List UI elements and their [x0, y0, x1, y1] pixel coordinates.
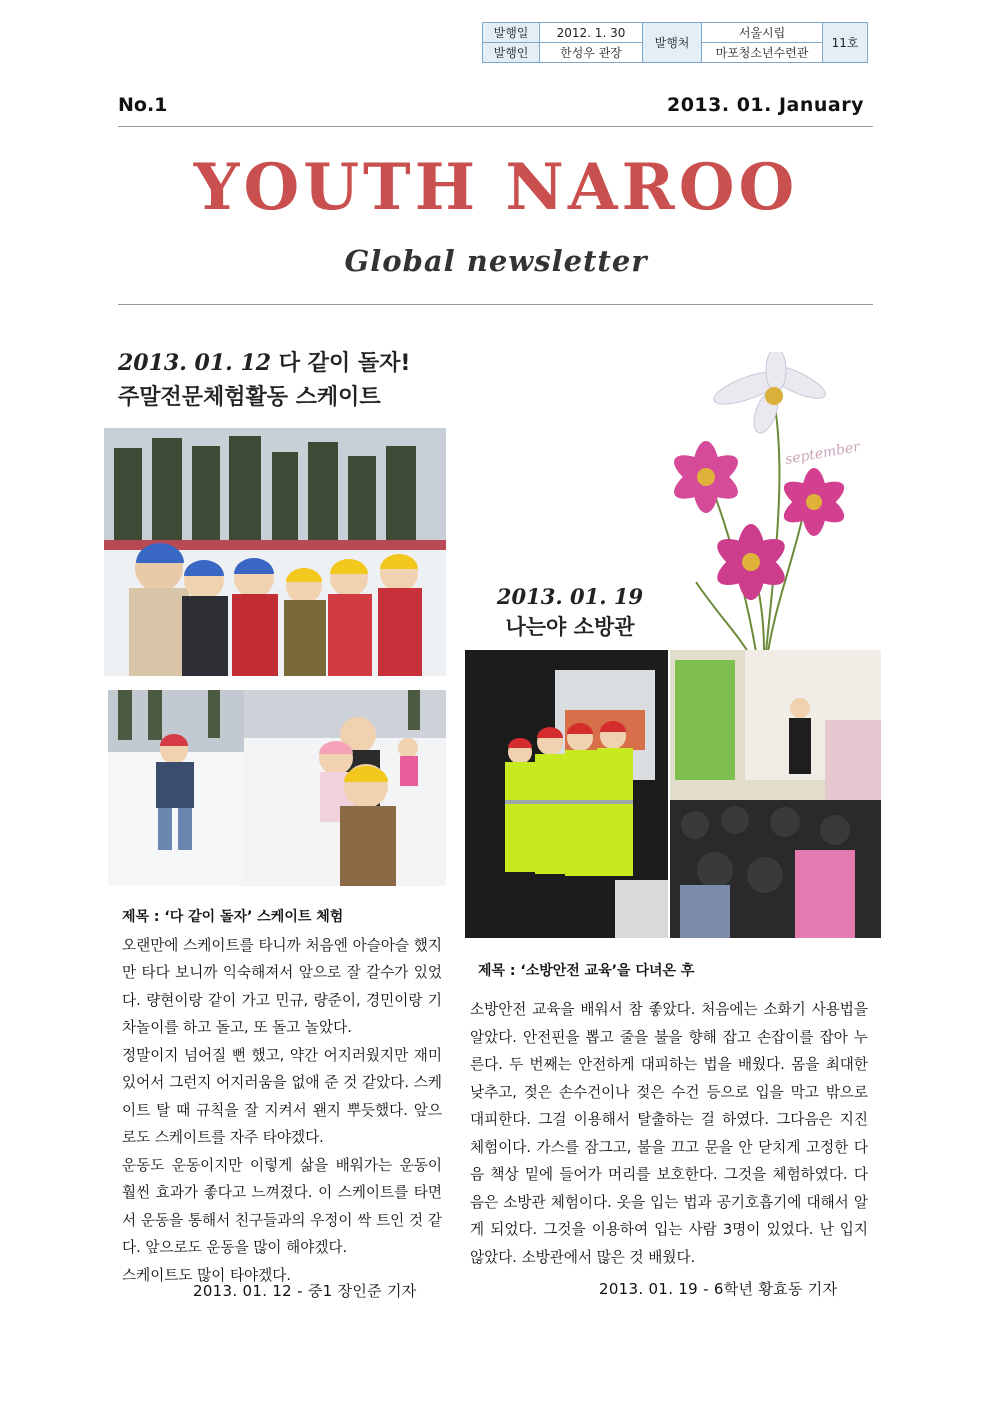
article2-heading — [470, 582, 670, 642]
pub-date-label: 발행일 — [483, 23, 540, 43]
article1-heading — [118, 346, 410, 415]
masthead-title: YOUTH NAROO — [193, 150, 799, 225]
article1-byline: 2013. 01. 12 - 중1 장인준 기자 — [193, 1282, 417, 1300]
publisher-line1: 서울시립 — [702, 23, 823, 43]
skating-children-photo — [108, 690, 446, 886]
article1-paragraph: 오랜만에 스케이트를 타니까 처음엔 아슬아슬 했지만 타다 보니까 익숙해져서 앞으로 잘 갈수가 있었다. 량현이랑 같이 가고 민규, 량준이, 경민이랑 기차놀이를 하고 돌고, 또 돌고 놀았다. — [122, 936, 442, 1036]
issue-number: 11호 — [823, 23, 868, 63]
pub-date-value: 2012. 1. 30 — [540, 23, 643, 43]
article2-byline: 2013. 01. 19 - 6학년 황효동 기자 — [599, 1280, 838, 1298]
flower-script-text: september — [783, 439, 862, 468]
article1-body — [122, 904, 442, 1289]
article1-paragraph: 정말이지 넘어질 뻔 했고, 약간 어지러웠지만 재미있어서 그런지 어지러움을 없애 준 것 같았다. 스케이트 탈 때 규칙을 잘 지켜서 왠지 뿌듯했다. 앞으로도 스케이트를 자주 타야겠다. — [122, 1046, 442, 1146]
issuer-value: 한성우 관장 — [540, 43, 643, 63]
article2-body — [470, 996, 868, 1271]
top-divider — [118, 126, 873, 127]
article2-headline: 나는야 소방관 — [505, 615, 635, 639]
publisher-label: 발행처 — [643, 23, 702, 63]
article1-subheadline: 주말전문체험활동 스케이트 — [118, 385, 381, 410]
article2-title: 제목 : ‘소방안전 교육’을 다녀온 후 — [478, 963, 695, 979]
article1-title: 제목 : ‘다 같이 돌자’ 스케이트 체험 — [122, 909, 344, 925]
article1-date: 2013. 01. 12 — [118, 350, 272, 376]
article1-headline: 다 같이 돌자! — [278, 351, 411, 376]
masthead-subtitle: Global newsletter — [344, 244, 648, 278]
publisher-line2: 마포청소년수련관 — [702, 43, 823, 63]
issuer-label: 발행인 — [483, 43, 540, 63]
cosmos-flower-image — [636, 352, 872, 652]
fire-safety-photo — [465, 650, 881, 938]
article2-paragraph: 소방안전 교육을 배워서 참 좋았다. 처음에는 소화기 사용법을 알았다. 안전핀을 뽑고 줄을 불을 향해 잡고 손잡이를 잡아 누른다. 두 번째는 안전하게 대피하는 법을 배웠다. 몸을 최대한 낮추고, 젖은 손수건이나 젖은 수건 등으로 입을 막고 밖으로 대피한다. 그걸 이용해서 탈출하는 걸 하였다. 그다음은 지진 체험이다. 가스를 잠그고, 불을 끄고 문을 안 닫치게 고정한 다음 책상 밑에 들어가 머리를 보호한다. 그것을 체험하였다. 다음은 소방관 체험이다. 옷을 입는 법과 공기호흡기에 대해서 알게 되었다. 그것을 이용하여 입는 사람 3명이 있었다. 난 입지 않았다. 소방관에서 많은 것 배웠다. — [470, 1001, 868, 1266]
skating-group-photo — [104, 428, 446, 676]
article2-date: 2013. 01. 19 — [496, 584, 644, 609]
masthead-divider — [118, 304, 873, 305]
article2-title-block — [478, 958, 866, 986]
article1-paragraph: 스케이트도 많이 타야겠다. — [122, 1266, 291, 1284]
issue-no: No.1 — [118, 94, 168, 116]
article1-paragraph: 운동도 운동이지만 이렇게 삶을 배워가는 운동이 훨씬 효과가 좋다고 느껴졌다. 이 스케이트를 타면서 운동을 통해서 친구들과의 우정이 싹 트인 것 같다. 앞으로도 운동을 많이 해야겠다. — [122, 1156, 442, 1256]
publication-info-table — [482, 22, 868, 63]
issue-date: 2013. 01. January — [666, 94, 864, 116]
